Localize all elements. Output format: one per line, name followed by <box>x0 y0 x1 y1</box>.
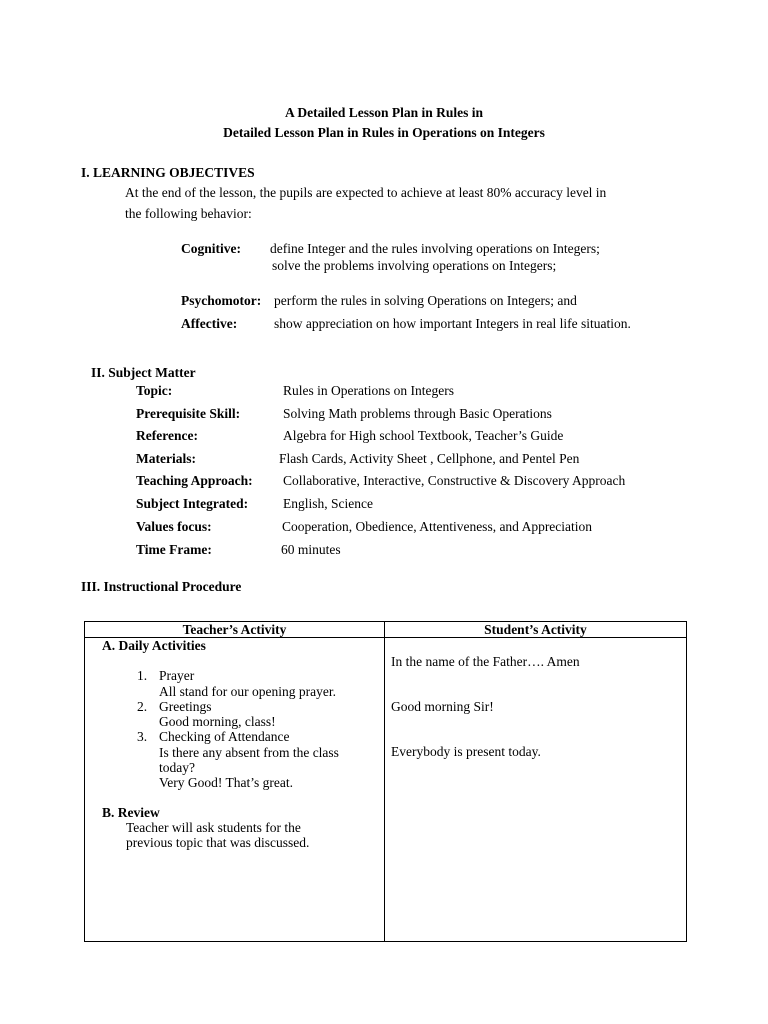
cognitive-label: Cognitive: <box>181 241 241 256</box>
affective-label: Affective: <box>181 316 238 331</box>
item-3-text-3: Very Good! That’s great. <box>159 775 293 790</box>
subject-row-value: Rules in Operations on Integers <box>283 383 454 398</box>
item-1-text: All stand for our opening prayer. <box>159 684 336 699</box>
item-3-title: Checking of Attendance <box>159 729 290 744</box>
subject-row-value: Collaborative, Interactive, Constructive & Discovery Approach <box>283 473 626 488</box>
psychomotor-text: perform the rules in solving Operations on Integers; and <box>274 293 577 308</box>
subject-row-value: English, Science <box>283 496 373 511</box>
item-3-number: 3. <box>137 729 148 744</box>
student-activity-header: Student’s Activity <box>385 622 687 638</box>
item-3-text-2: today? <box>159 760 195 775</box>
subject-row-label: Materials: <box>136 451 196 466</box>
subject-row-label: Time Frame: <box>136 542 212 557</box>
objectives-intro-line-2: the following behavior: <box>125 206 252 221</box>
objectives-intro-line-1: At the end of the lesson, the pupils are expected to achieve at least 80% accuracy level in <box>125 185 607 200</box>
subject-row-value: Flash Cards, Activity Sheet , Cellphone, and Pentel Pen <box>279 451 580 466</box>
teacher-activity-header: Teacher’s Activity <box>85 622 385 638</box>
item-1-title: Prayer <box>159 668 195 683</box>
item-2-number: 2. <box>137 699 148 714</box>
title-line-1: A Detailed Lesson Plan in Rules in <box>284 105 484 120</box>
subject-row-label: Prerequisite Skill: <box>136 406 241 421</box>
student-response-1: In the name of the Father…. Amen <box>391 654 580 669</box>
subject-row-label: Reference: <box>136 428 198 443</box>
review-text-2: previous topic that was discussed. <box>126 835 310 850</box>
cognitive-text-2: solve the problems involving operations on Integers; <box>272 258 557 273</box>
objectives-heading: I. LEARNING OBJECTIVES <box>81 165 255 180</box>
item-2-text: Good morning, class! <box>159 714 276 729</box>
item-1-number: 1. <box>137 668 148 683</box>
review-heading: B. Review <box>102 805 160 820</box>
student-response-3: Everybody is present today. <box>391 744 541 759</box>
teacher-activity-cell <box>85 638 385 942</box>
subject-row-value: Solving Math problems through Basic Operations <box>283 406 552 421</box>
title-line-2: Detailed Lesson Plan in Rules in Operations on Integers <box>223 125 545 140</box>
affective-text: show appreciation on how important Integers in real life situation. <box>274 316 631 331</box>
item-2-title: Greetings <box>159 699 212 714</box>
subject-row-label: Teaching Approach: <box>136 473 253 488</box>
subject-row-label: Values focus: <box>136 519 212 534</box>
psychomotor-label: Psychomotor: <box>181 293 262 308</box>
subject-row-label: Topic: <box>136 383 173 398</box>
student-activity-cell <box>385 638 687 942</box>
procedure-heading: III. Instructional Procedure <box>81 579 242 594</box>
subject-row-value: Cooperation, Obedience, Attentiveness, and Appreciation <box>282 519 593 534</box>
cognitive-text-1: define Integer and the rules involving operations on Integers; <box>270 241 600 256</box>
subject-row-label: Subject Integrated: <box>136 496 249 511</box>
daily-activities-heading: A. Daily Activities <box>102 638 206 653</box>
item-3-text-1: Is there any absent from the class <box>159 745 339 760</box>
subject-row-value: Algebra for High school Textbook, Teacher’s Guide <box>283 428 564 443</box>
review-text-1: Teacher will ask students for the <box>126 820 301 835</box>
subject-matter-heading: II. Subject Matter <box>91 365 196 380</box>
student-response-2: Good morning Sir! <box>391 699 494 714</box>
subject-row-value: 60 minutes <box>281 542 341 557</box>
procedure-table <box>84 621 687 942</box>
